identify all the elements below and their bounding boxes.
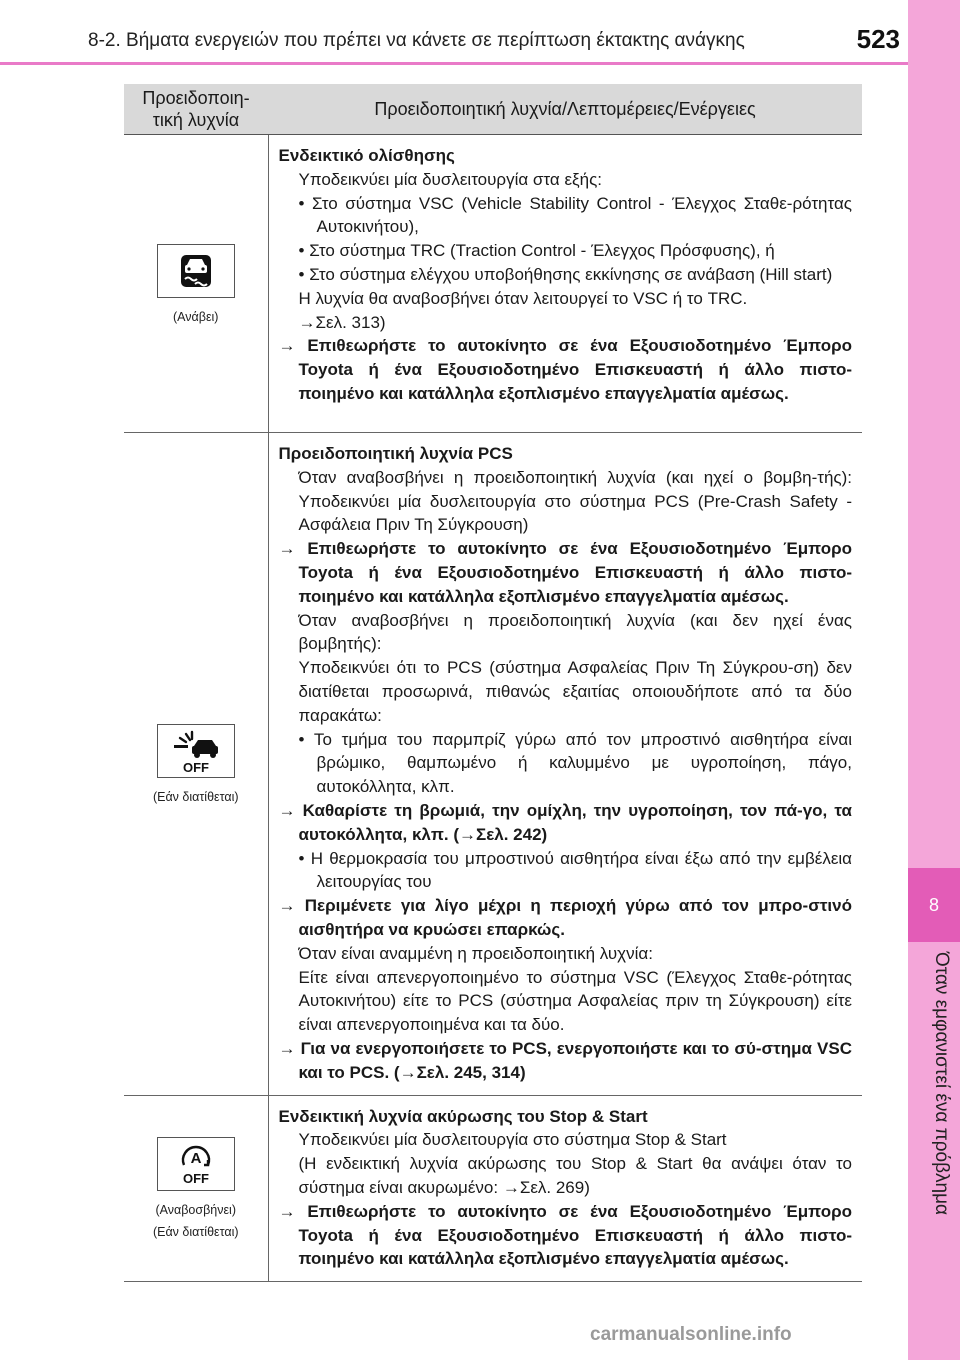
icon-a-text: A	[190, 1150, 202, 1168]
row-text: (Η ενδεικτική λυχνία ακύρωσης του Stop & Start θα ανάψει όταν το σύστημα είναι ακυρωμένο: →Σελ. 269)	[298, 1154, 852, 1197]
bullet-item: • Το τμήμα του παρμπρίζ γύρω από τον μπροστινό αισθητήρα είναι βρώμικο, θαμπωμένο ή καλυμμένο με υγροποίηση, πάγο, αυτοκόλλητα, κλπ.	[298, 729, 852, 797]
icon-cell	[124, 1095, 268, 1282]
row-text: Όταν είναι αναμμένη η προειδοποιητική λυχνία:	[298, 943, 653, 963]
action-instruction: → Επιθεωρήστε το αυτοκίνητο σε ένα Εξουσιοδοτημένο Έμπορο Toyota ή ένα Εξουσιοδοτημένο Επισκευαστή ή άλλο πιστο-ποιημένο και κατάλληλα εξοπλισμένο επαγγελματία αμέσως.	[278, 539, 852, 606]
icon-caption: (Εάν διατίθεται)	[152, 1225, 239, 1240]
details-cell	[268, 135, 862, 433]
bullet-item: • Στο σύστημα TRC (Traction Control - Έλεγχος Πρόσφυσης), ή	[298, 241, 775, 261]
action-instruction: → Για να ενεργοποιήσετε το PCS, ενεργοποιήστε και το σύ-στημα VSC και το PCS. (→Σελ. 245, 314)	[278, 1038, 852, 1082]
row-title: Προειδοποιητική λυχνία PCS	[278, 444, 513, 463]
bullet-item: • Στο σύστημα VSC (Vehicle Stability Control - Έλεγχος Σταθε-ρότητας Αυτοκινήτου),	[298, 193, 852, 237]
watermark: carmanualsonline.info	[590, 1324, 792, 1345]
row-title: Ενδεικτική λυχνία ακύρωσης του Stop & Start	[278, 1106, 648, 1126]
table-row	[124, 135, 862, 433]
table-row	[124, 433, 862, 1096]
page-header-title: 8-2. Βήματα ενεργειών που πρέπει να κάνετε σε περίπτωση έκτακτης ανάγκης	[88, 30, 745, 51]
row-text: Υποδεικνύει μία δυσλειτουργία στα εξής:	[298, 169, 603, 189]
stop-start-off-icon	[157, 1137, 235, 1191]
icon-cell	[124, 135, 268, 433]
details-cell	[268, 1095, 862, 1282]
header-divider	[0, 62, 908, 65]
page-reference: →Σελ. 313)	[298, 312, 386, 332]
icon-off-text: OFF	[182, 759, 209, 774]
row-title: Ενδεικτικό ολίσθησης	[278, 146, 455, 165]
bullet-item: • Η θερμοκρασία του μπροστινού αισθητήρα είναι έξω από την εμβέλεια λειτουργίας του	[298, 848, 852, 892]
column-header-details: Προειδοποιητική λυχνία/Λεπτομέρειες/Ενέργειες	[268, 84, 862, 135]
page-number: 523	[856, 24, 900, 54]
chapter-label: Όταν εμφανιστεί ένα πρόβλημα	[931, 952, 952, 1216]
bullet-item: • Στο σύστημα ελέγχου υποβοήθησης εκκίνησης σε ανάβαση (Hill start)	[298, 264, 833, 284]
row-text: Όταν αναβοσβήνει η προειδοποιητική λυχνία (και ηχεί ο βομβη-τής): Υποδεικνύει μία δυσλειτουργία στο σύστημα PCS (Pre-Crash Safety - Ασφάλεια Πριν Τη Σύγκρουση)	[298, 467, 852, 535]
row-text: Η λυχνία θα αναβοσβήνει όταν λειτουργεί το VSC ή το TRC.	[298, 288, 748, 308]
warning-lights-table	[124, 84, 862, 1282]
skid-indicator-icon	[157, 244, 235, 298]
row-text: Όταν αναβοσβήνει η προειδοποιητική λυχνία (και δεν ηχεί ένας βομβητής):	[298, 610, 852, 654]
icon-caption: (Εάν διατίθεται)	[152, 789, 239, 804]
icon-caption: (Αναβοσβήνει)	[155, 1203, 236, 1218]
table-row	[124, 1095, 862, 1282]
row-text: Είτε είναι απενεργοποιημένο το σύστημα VSC (Έλεγχος Σταθε-ρότητας Αυτοκινήτου) είτε το PCS (σύστημα Ασφαλείας πριν τη Σύγκρουση) είτε είναι απενεργοποιημένα και τα δύο.	[298, 967, 852, 1035]
icon-caption: (Ανάβει)	[173, 309, 219, 324]
icon-cell	[124, 433, 268, 1096]
pcs-off-icon	[157, 724, 235, 778]
details-cell	[268, 433, 862, 1096]
action-instruction: → Επιθεωρήστε το αυτοκίνητο σε ένα Εξουσιοδοτημένο Έμπορο Toyota ή ένα Εξουσιοδοτημένο Επισκευαστή ή άλλο πιστο-ποιημένο και κατάλληλα εξοπλισμένο επαγγελματία αμέσως.	[278, 1201, 852, 1269]
action-instruction: → Περιμένετε για λίγο μέχρι η περιοχή γύρω από τον μπρο-στινό αισθητήρα να κρυώσει επαρκώς.	[278, 896, 852, 939]
action-instruction: → Επιθεωρήστε το αυτοκίνητο σε ένα Εξουσιοδοτημένο Έμπορο Toyota ή ένα Εξουσιοδοτημένο Επισκευαστή ή άλλο πιστο-ποιημένο και κατάλληλα εξοπλισμένο επαγγελματία αμέσως.	[278, 336, 852, 403]
row-text: Υποδεικνύει μία δυσλειτουργία στο σύστημα Stop & Start	[298, 1130, 727, 1150]
action-instruction: → Καθαρίστε τη βρωμιά, την ομίχλη, την υγροποίηση, τον πά-γο, τα αυτοκόλλητα, κλπ. (→Σελ. 242)	[278, 800, 852, 844]
icon-off-text: OFF	[182, 1171, 209, 1187]
column-header-icon: Προειδοποιη- τική λυχνία	[124, 84, 268, 135]
row-text: Υποδεικνύει ότι το PCS (σύστημα Ασφαλείας Πριν Τη Σύγκρου-ση) δεν διατίθεται προσωρινά, πιθανώς εξαιτίας οποιουδήποτε από τα δύο παρακάτω:	[298, 658, 852, 725]
chapter-number: 8	[908, 868, 960, 942]
